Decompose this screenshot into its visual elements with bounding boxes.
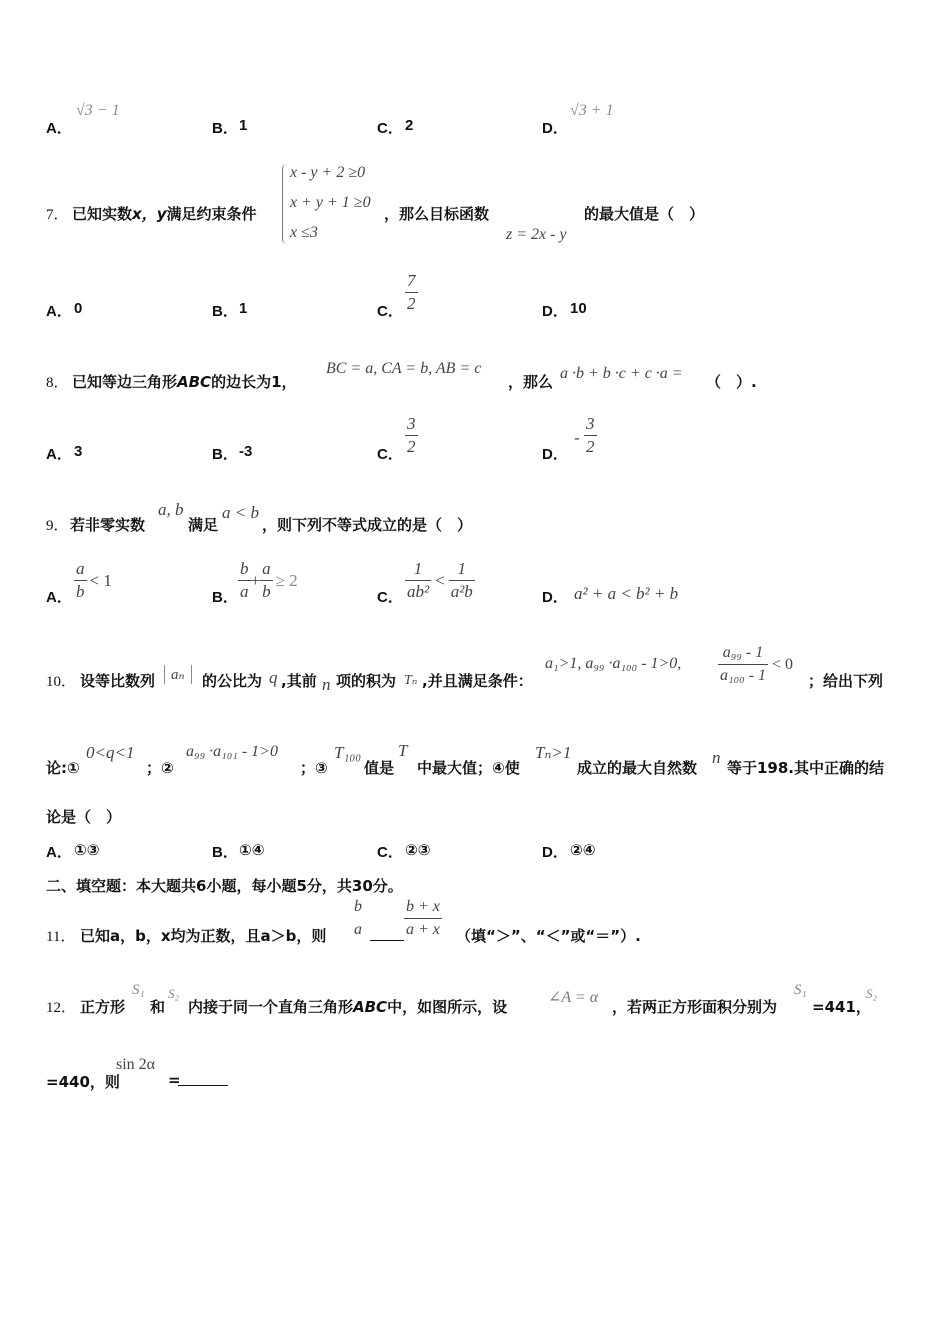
q10-option-a-label: A． <box>46 844 72 861</box>
q10-ratio-q: q <box>269 668 278 687</box>
q12-abc: ABC <box>353 998 388 1016</box>
q8-option-a-text: 3 <box>74 443 83 460</box>
q11-answer-blank[interactable] <box>370 926 404 941</box>
q10-var-T: T <box>398 741 408 760</box>
q10-line2-c: ；③ <box>300 759 328 777</box>
q12-stem-4: ，若两正方形面积分别为 <box>612 998 778 1016</box>
q7-option-a-label: A． <box>46 303 72 320</box>
q10-var-n: n <box>322 675 331 694</box>
q8-option-d-label: D． <box>542 446 568 463</box>
q10-number: 10． <box>46 674 77 690</box>
q7-objective-function: z = 2x - y <box>506 226 567 243</box>
q6-option-d-label: D． <box>542 120 568 137</box>
q10-option-c-label: C． <box>377 844 403 861</box>
q8-number: 8． <box>46 375 69 391</box>
q7-option-a-text: 0 <box>74 300 83 317</box>
q7-stem-4: 的最大值是（ ） <box>584 205 705 223</box>
q8-option-d-sign: - <box>574 428 580 447</box>
q7-option-d-text: 10 <box>570 300 587 317</box>
q7-constraint-2: x + y + 1 ≥0 <box>290 194 371 211</box>
q9-option-c-label: C． <box>377 589 403 606</box>
q12-value-1: =441， <box>812 998 871 1016</box>
q9-stem-1: 若非零实数 <box>70 516 146 534</box>
q12-angle: ∠A = α <box>548 989 599 1006</box>
q12-stem-1: 正方形 <box>80 998 126 1016</box>
q7-number: 7． <box>46 207 69 223</box>
q8-abc: ABC <box>177 373 212 391</box>
q12-stem-2: 内接于同一个直角三角形ABC中，如图所示，设 <box>188 998 508 1016</box>
q6-option-d-math: √3 + 1 <box>570 102 614 119</box>
q8-option-b-text: -3 <box>239 443 253 460</box>
q8-option-d-fraction: 3 2 <box>586 414 595 456</box>
q7-option-c-label: C． <box>377 303 403 320</box>
q10-option-c-text: ②③ <box>405 841 431 859</box>
q10-stem-6: ；给出下列 <box>808 672 884 690</box>
q10-stem-5: ,并且满足条件： <box>422 672 533 690</box>
q9-number: 9． <box>46 518 69 534</box>
q8-option-c-fraction: 3 2 <box>407 414 416 456</box>
q7-vars: x，y <box>132 205 167 223</box>
q10-statement-2: a₉₉ ·a₁₀₁ - 1>0 <box>186 743 278 760</box>
q7-option-c-fraction: 7 2 <box>407 271 416 313</box>
q7-option-b-label: B． <box>212 303 238 320</box>
q10-product-T: Tₙ <box>404 673 418 688</box>
q9-option-b-label: B． <box>212 589 238 606</box>
q8-stem-4: （ ）. <box>706 373 757 391</box>
q11-stem-1: 已知a，b，x均为正数，且a＞b，则 <box>80 927 327 945</box>
q10-condition-fraction: $\frac{\text{a₉₉ - 1}}{\text{a₁₀₀ - 1}}$ < 0 <box>720 644 794 684</box>
q10-sequence: aₙ <box>164 665 192 684</box>
q8-dot-product-math: a ·b + b ·c + c ·a = <box>560 365 683 382</box>
q12-line2-b: = <box>168 1071 181 1089</box>
q12-square-s1-b: S₁ <box>794 982 807 998</box>
q7-stem-1: 已知实数x，y满足约束条件 <box>72 205 257 223</box>
q11-number: 11． <box>46 929 76 945</box>
q6-option-c-label: C． <box>377 120 403 137</box>
q12-square-s2-b: S₂ <box>866 986 878 1001</box>
q9-vars: a, b <box>158 500 184 519</box>
q7-option-b-text: 1 <box>239 300 248 317</box>
q12-answer-blank[interactable] <box>178 1071 228 1086</box>
q10-option-a-text: ①③ <box>74 841 100 859</box>
q10-statement-3: T₁₀₀ <box>334 743 362 762</box>
q10-conditions: a₁>1, a₉₉ ·a₁₀₀ - 1>0, <box>545 655 682 672</box>
q11-stem-2: （填“＞”、“＜”或“＝”）. <box>456 927 641 945</box>
q6-option-b-label: B． <box>212 120 238 137</box>
q7-constraint-1: x - y + 2 ≥0 <box>290 164 366 181</box>
q10-stem-3: ,其前 <box>281 672 317 690</box>
q10-option-b-text: ①④ <box>239 841 265 859</box>
q8-option-c-label: C． <box>377 446 403 463</box>
q7-stem-3: ，那么目标函数 <box>384 205 490 223</box>
q10-line2-b: ；② <box>146 759 174 777</box>
q12-number: 12． <box>46 1000 77 1016</box>
q7-option-d-label: D． <box>542 303 568 320</box>
q8-option-b-label: B． <box>212 446 238 463</box>
q10-statement-1: 0<q<1 <box>86 743 135 762</box>
q9-option-a-label: A． <box>46 589 72 606</box>
q9-option-d-math: a² + a < b² + b <box>574 584 679 603</box>
q10-line2-a: 论:① <box>46 759 80 777</box>
q10-line2-g: 等于198.其中正确的结 <box>727 759 885 777</box>
q12-sin-expression: sin 2α <box>116 1056 156 1073</box>
q10-line2-d: 值是 <box>364 759 395 777</box>
q8-sides-math: BC = a, CA = b, AB = c <box>326 360 482 377</box>
q8-stem-1: 已知等边三角形ABC的边长为1， <box>72 373 297 391</box>
q10-var-n2: n <box>712 748 721 767</box>
q7-constraint-3: x ≤3 <box>290 224 318 241</box>
q10-statement-4: Tₙ>1 <box>535 743 572 762</box>
q12-square-s2: S₂ <box>168 986 180 1001</box>
q8-stem-3: ，那么 <box>508 373 554 391</box>
q11-fraction-1: b a <box>354 898 362 938</box>
q7-brace <box>282 164 287 244</box>
q10-line3: 论是（ ） <box>46 808 122 826</box>
q10-stem-1: 设等比数列 <box>80 672 156 690</box>
q12-line2-a: =440，则 <box>46 1073 120 1091</box>
q11-fraction-2: b + x a + x <box>406 898 440 938</box>
q9-stem-2: 满足 <box>188 516 219 534</box>
q10-stem-2: 的公比为 <box>202 672 263 690</box>
q9-condition: a < b <box>222 503 259 522</box>
q6-option-c-text: 2 <box>405 117 414 134</box>
q10-line2-e: 中最大值；④使 <box>417 759 520 777</box>
q10-line2-f: 成立的最大自然数 <box>577 759 698 777</box>
q6-option-a-math: √3 − 1 <box>76 102 120 119</box>
q10-option-b-label: B． <box>212 844 238 861</box>
q9-option-b-math: $\frac{b}{a}$ + $\frac{a}{b}$ ≥ 2 <box>240 559 298 601</box>
q10-stem-4: 项的积为 <box>336 672 397 690</box>
q8-option-a-label: A． <box>46 446 72 463</box>
q12-and: 和 <box>150 998 166 1016</box>
q9-option-d-label: D． <box>542 589 568 606</box>
q6-option-b-text: 1 <box>239 117 248 134</box>
q9-option-a-math: $\frac{a}{b}$ < 1 <box>76 559 112 601</box>
q10-option-d-text: ②④ <box>570 841 596 859</box>
q6-option-a-label: A． <box>46 120 72 137</box>
q9-stem-3: ，则下列不等式成立的是（ ） <box>262 516 473 534</box>
q12-square-s1: S₁ <box>132 982 145 998</box>
section-heading-fill-in: 二、填空题：本大题共6小题，每小题5分，共30分。 <box>46 877 403 895</box>
q9-option-c-math: $\frac{1}{\text{ab²}}$ < $\frac{1}{\text{a²b}}$ <box>407 559 473 601</box>
q10-option-d-label: D． <box>542 844 568 861</box>
